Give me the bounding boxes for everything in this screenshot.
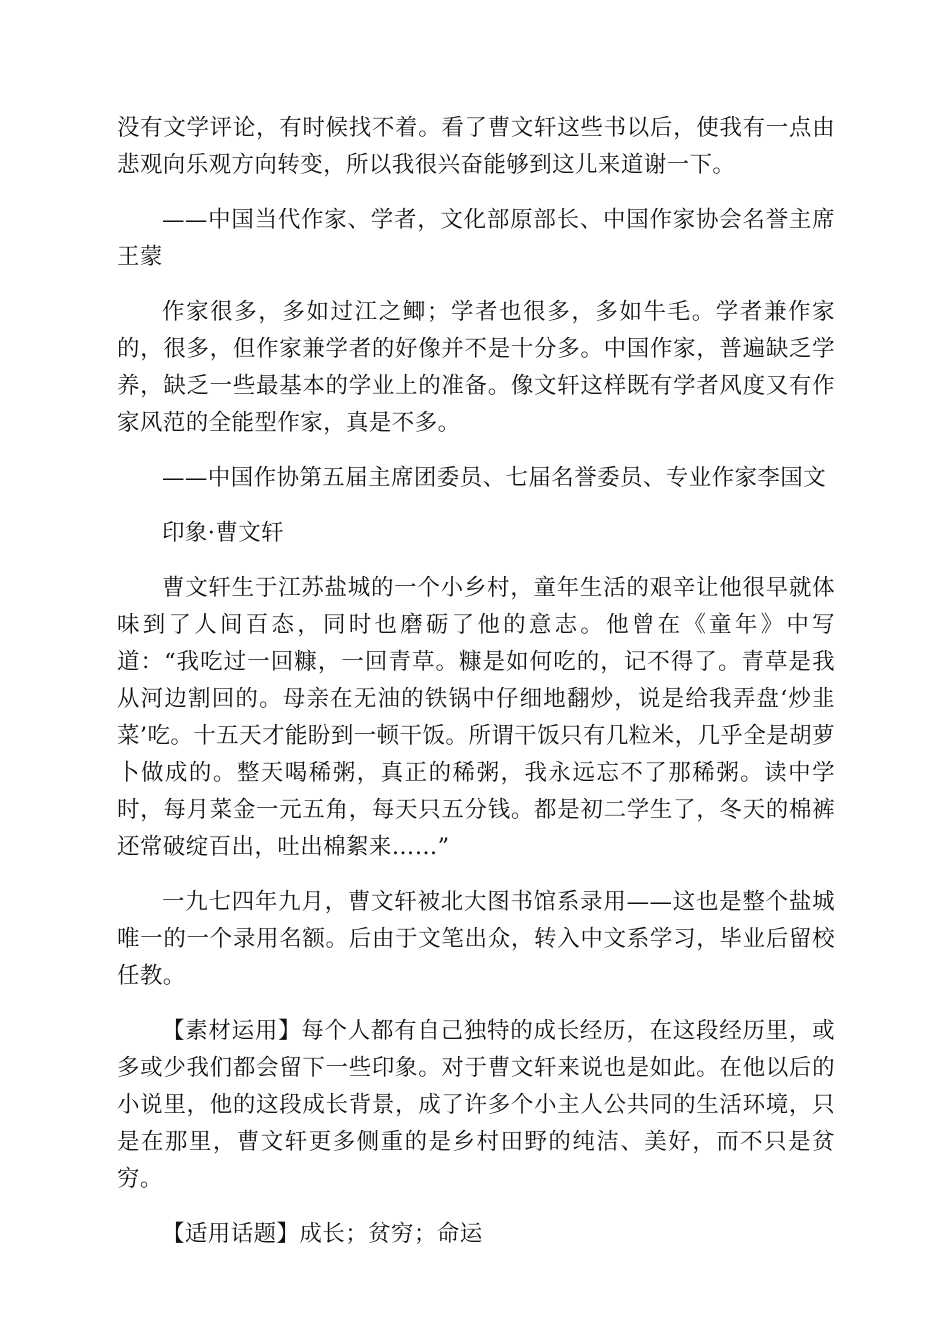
section-heading: 印象·曹文轩 [162,520,285,546]
attribution-wang-meng: ——中国当代作家、学者，文化部原部长、中国作家协会名誉主席王蒙 [117,207,835,270]
document-page [117,110,835,1271]
paragraph-university: 一九七四年九月，曹文轩被北大图书馆系录用——这也是整个盐城唯一的一个录用名额。后由于文笔出众，转入中文系学习，毕业后留校任教。 [117,889,835,989]
paragraph-li-guowen-quote: 作家很多，多如过江之鲫；学者也很多，多如牛毛。学者兼作家的，很多，但作家兼学者的好像并不是十分多。中国作家，普遍缺乏学养，缺乏一些最基本的学业上的准备。像文轩这样既有学者风度又有作家风范的全能型作家，真是不多。 [117,299,835,436]
paragraph-childhood: 曹文轩生于江苏盐城的一个小乡村，童年生活的艰辛让他很早就体味到了人间百态，同时也磨砺了他的意志。他曾在《童年》中写道：“我吃过一回糠，一回青草。糠是如何吃的，记不得了。青草是我从河边割回的。母亲在无油的铁锅中仔细地翻炒，说是给我弄盘‘炒韭菜’吃。十五天才能盼到一顿干饭。所谓干饭只有几粒米，几乎全是胡萝卜做成的。整天喝稀粥，真正的稀粥，我永远忘不了那稀粥。读中学时，每月菜金一元五角，每天只五分钱。都是初二学生了，冬天的棉裤还常破绽百出，吐出棉絮来……” [117,575,835,860]
paragraph-wang-meng-quote-ending: 没有文学评论，有时候找不着。看了曹文轩这些书以后，使我有一点由悲观向乐观方向转变，所以我很兴奋能够到这儿来道谢一下。 [117,115,835,178]
attribution-li-guowen: ——中国作协第五届主席团委员、七届名誉委员、专业作家李国文 [162,465,827,491]
paragraph-material-usage: 【素材运用】每个人都有自己独特的成长经历，在这段经历里，或多或少我们都会留下一些印象。对于曹文轩来说也是如此。在他以后的小说里，他的这段成长背景，成了许多个小主人公共同的生活环境，只是在那里，曹文轩更多侧重的是乡村田野的纯洁、美好，而不只是贫穷。 [117,1018,835,1192]
paragraph-applicable-topics: 【适用话题】成长；贫穷；命运 [162,1221,483,1247]
